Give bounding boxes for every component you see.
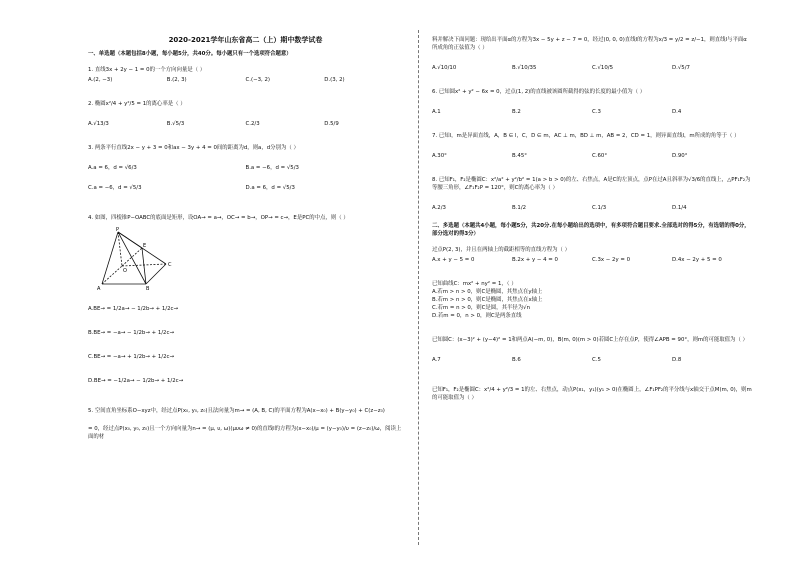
question-4-options [88, 305, 403, 385]
question-1-options [88, 76, 403, 84]
option-c: C.√10/5 [592, 65, 614, 71]
option-c: C.BE→ = −a→ + 1/2b→ + 1/2c→ [88, 354, 175, 360]
option-a: A.BE→ = 1/2a→ − 1/2b→ + 1/2c→ [88, 306, 179, 312]
question-3-stem: 3. 两条平行直线2x − y + 3 = 0和ax − 3y + 4 = 0间的距离为d，则a，d分别为（ ） [88, 145, 299, 151]
question-6 [432, 88, 752, 116]
question-2 [88, 100, 403, 128]
option-b: B.2x + y − 4 = 0 [512, 257, 558, 263]
option-b: B.若m > n > 0，则C是椭圆，其焦点在x轴上 [432, 297, 543, 303]
question-1 [88, 66, 403, 84]
option-b: B.√10/35 [512, 65, 537, 71]
option-b: B.√5/3 [166, 121, 185, 127]
option-a: A.1 [432, 109, 441, 115]
option-d: D.(3, 2) [324, 77, 345, 83]
question-11-options [432, 356, 752, 364]
question-1-stem: 1. 直线3x + 2y − 1 = 0的一个方向向量是（ ） [88, 67, 206, 73]
question-5-line2: = 0，经过点P(x₀, y₀, z₀)且一个方向向量为n→ = (μ, υ, ω)(μυω ≠ 0)的直线l的方程为(x−x₀)/μ = (y−y₀)/υ = (z−z₀)/ω，阅读上面的材 [88, 426, 402, 440]
option-a: A.√10/10 [432, 65, 457, 71]
question-4-stem: 4. 如图，四棱锥P−OABC的底面是矩形，设OA→ = a→，OC→ = b→，OP→ = c→，E是PC的中点，则（ ） [88, 215, 349, 221]
option-d: D.若m = 0，n > 0，则C是两条直线 [432, 313, 522, 319]
question-10-options [432, 288, 752, 320]
option-b: B.1/2 [512, 205, 527, 211]
question-5 [88, 407, 403, 441]
option-a: A.7 [432, 357, 441, 363]
option-d: D.4 [672, 109, 682, 115]
question-2-stem: 2. 椭圆x²/4 + y²/5 = 1的离心率是（ ） [88, 101, 186, 107]
option-b: B.BE→ = −a→ − 1/2b→ + 1/2c→ [88, 330, 174, 336]
question-7-options [432, 152, 752, 160]
option-c: C.3x − 2y = 0 [592, 257, 631, 263]
option-d: D.BE→ = −1/2a→ − 1/2b→ + 1/2c→ [88, 378, 184, 384]
label-p: P [116, 227, 120, 233]
section-multi-choice-heading: 二、多选题（本题共4小题，每小题5分，共20分.在每小题给出的选项中，有多项符合题目要求.全部选对的得5分，有选错的得0分，部分选对的得3分） [432, 223, 750, 237]
option-c: C.5 [592, 357, 601, 363]
question-9-options [432, 256, 752, 264]
option-a: A.x + y − 5 = 0 [432, 257, 475, 263]
option-a: A.若m > n > 0，则C是椭圆，其焦点在y轴上 [432, 289, 543, 295]
column-divider [418, 30, 419, 545]
option-c: C.2/3 [245, 121, 260, 127]
page-title: 2020-2021学年山东省高二（上）期中数学试卷 [168, 36, 323, 44]
option-d: D.5/9 [324, 121, 339, 127]
left-column [88, 36, 403, 441]
right-column [432, 36, 752, 402]
label-c: C [168, 262, 172, 268]
question-3 [88, 144, 403, 192]
question-11 [432, 336, 752, 364]
section-single-choice-heading: 一、单选题（本题包括8小题，每小题5分，共40分。每小题只有一个选项符合题意） [88, 51, 292, 57]
question-10 [432, 280, 752, 320]
option-d: D.1/4 [672, 205, 687, 211]
question-3-options-row2 [88, 184, 403, 192]
label-e: E [143, 243, 147, 249]
option-b: B.a = −6，d = √5/3 [245, 165, 299, 171]
question-8 [432, 176, 752, 212]
option-a: A.a = 6，d = √6/3 [88, 165, 137, 171]
label-o: O [123, 268, 127, 274]
question-6-options [432, 108, 752, 116]
option-d: D.90° [672, 153, 688, 159]
option-c: C.60° [592, 153, 608, 159]
question-12-stem: 已知F₁，F₂是椭圆C：x²/4 + y²/3 = 1的左、右焦点，动点P(x₁，y₁)(y₁ > 0)在椭圆上，∠F₁PF₂的平分线与x轴交于点M(m, 0)，则m的可能取值为（ ） [432, 387, 752, 401]
question-10-stem: 已知曲线C：mx² + ny² = 1，（ ） [432, 281, 517, 287]
option-c: C.1/3 [592, 205, 607, 211]
option-c: C.若m = n > 0，则C是圆，其半径为√n [432, 305, 530, 311]
question-8-options [432, 204, 752, 212]
option-b: B.45° [512, 153, 527, 159]
option-a: A.√13/3 [88, 121, 109, 127]
option-a: A.2/3 [432, 205, 446, 211]
option-b: B.6 [512, 357, 521, 363]
option-a: A.30° [432, 153, 447, 159]
question-5-options [432, 64, 752, 72]
option-a: A.(2, −3) [88, 77, 113, 83]
question-9 [432, 246, 752, 264]
question-4 [88, 214, 403, 385]
question-5-line1: 5. 空间直角坐标系O−xyz中，经过点P(x₀, y₀, z₀)且法向量为m→ = (A, B, C)的平面方程为A(x−x₀) + B(y−y₀) + C(z−z₀) [88, 408, 385, 414]
option-d: D.a = 6，d = √5/3 [245, 185, 295, 191]
label-a: A [97, 286, 101, 292]
option-c: C.3 [592, 109, 601, 115]
question-7-stem: 7. 已知l，m是异面直线，A，B ∈ l，C，D ∈ m，AC ⊥ m，BD ⊥ m，AB = 2，CD = 1，则异面直线l，m所成的角等于（ ） [432, 133, 740, 139]
option-b: B.2 [512, 109, 521, 115]
question-9-stem: 过点P(2, 3)，并且在两轴上的截距相等的直线方程为（ ） [432, 247, 571, 253]
question-3-options-row1 [88, 164, 403, 172]
option-b: B.(2, 3) [166, 77, 187, 83]
question-2-options [88, 120, 403, 128]
question-12 [432, 386, 752, 402]
option-d: D.√5/7 [672, 65, 690, 71]
pyramid-figure [96, 226, 186, 298]
question-8-stem: 8. 已知F₁，F₂是椭圆C：x²/a² + y²/b² = 1(a > b > 0)的左、右焦点，A是C的左顶点，点P在过A且斜率为√3/6的直线上，△PF₁F₂为等腰三角形，∠F₁F₂P = 120°，则C的离心率为（ ） [432, 177, 751, 191]
option-d: D.8 [672, 357, 682, 363]
option-c: C.(−3, 2) [245, 77, 270, 83]
label-b: B [146, 286, 150, 292]
question-7 [432, 132, 752, 160]
question-5-continued: 料并解决下面问题：现给出平面α的方程为3x − 5y + z − 7 = 0，经过(0, 0, 0)直线l的方程为x/3 = y/2 = z/−1，则直线l与平面α所成角的正弦值为（ ） [432, 37, 747, 51]
question-6-stem: 6. 已知圆x² + y² − 6x = 0，过点(1, 2)的直线被该圆所截得的弦的长度的最小值为（ ） [432, 89, 646, 95]
option-c: C.a = −6，d = √5/3 [88, 185, 142, 191]
option-d: D.4x − 2y + 5 = 0 [672, 257, 722, 263]
question-11-stem: 已知圆C：(x−3)² + (y−4)² = 1和两点A(−m, 0)，B(m, 0)(m > 0)若圆C上存在点P，使得∠APB = 90°，则m的可能取值为（ ） [432, 337, 748, 343]
